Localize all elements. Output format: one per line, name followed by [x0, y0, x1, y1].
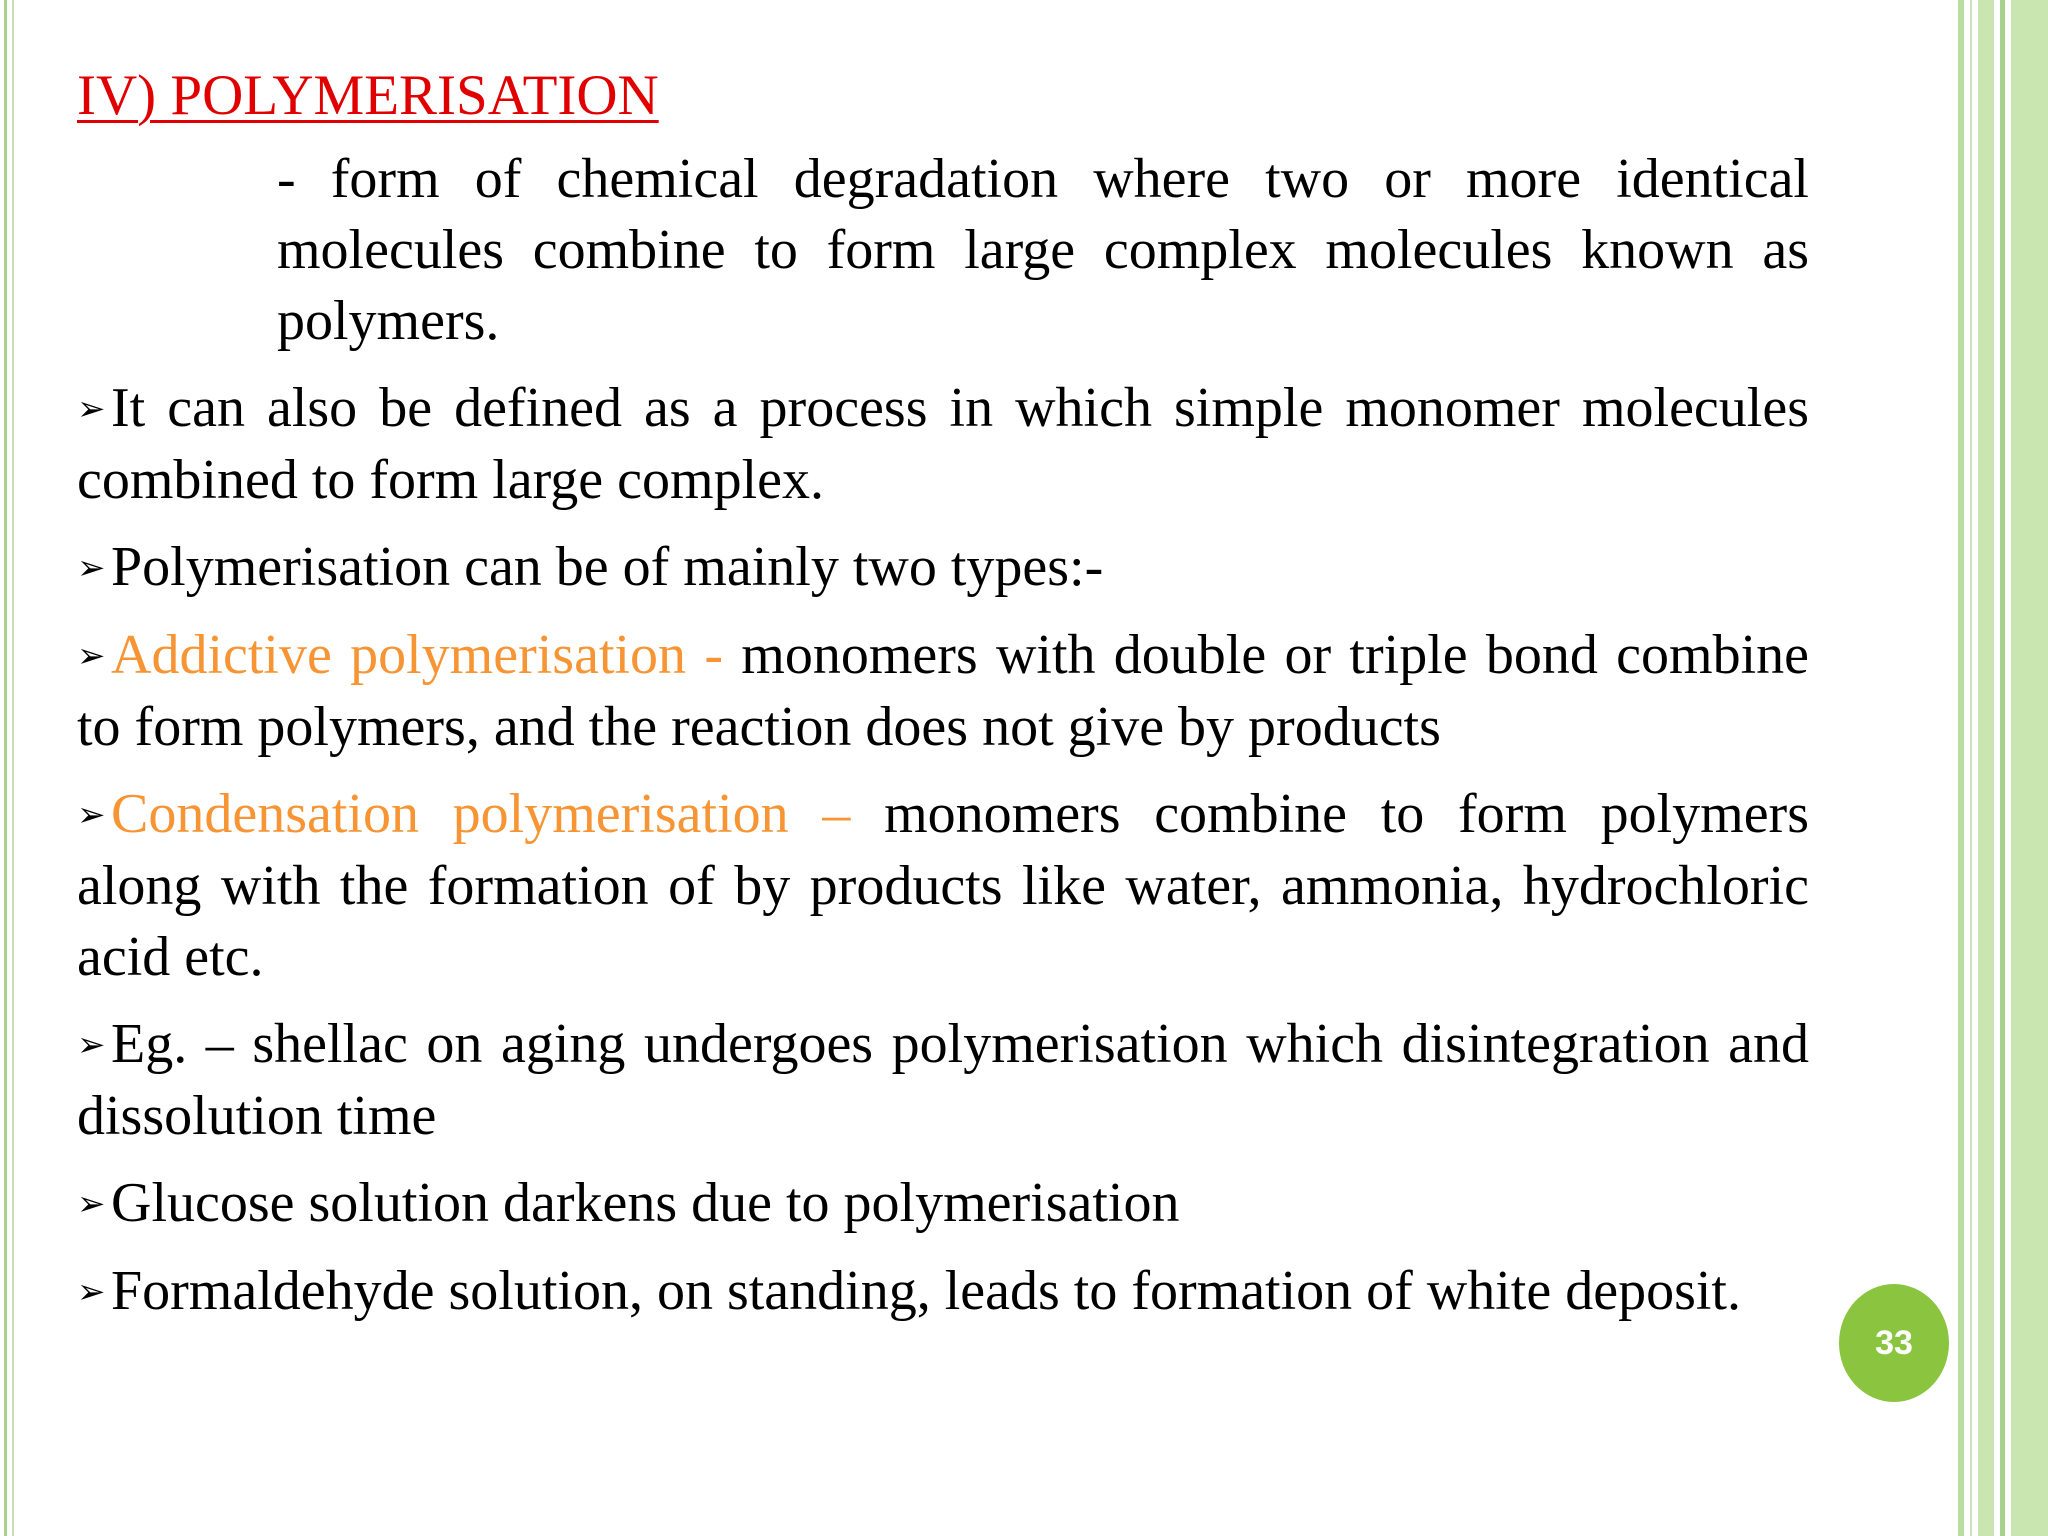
- bullet-arrow-icon: ➢: [77, 391, 106, 428]
- bullet-text: Polymerisation can be of mainly two types:-: [111, 536, 1104, 598]
- bullet-arrow-icon: ➢: [77, 1274, 106, 1311]
- bullet-text: monomers with double or triple bond combine to form polymers, and the reaction does not give by products: [77, 624, 1809, 758]
- page-number-badge: [1839, 1284, 1949, 1402]
- bullet-item: [77, 1009, 1809, 1152]
- bullet-text: It can also be defined as a process in which simple monomer molecules combined to form large complex.: [77, 377, 1809, 511]
- bullet-item: [77, 620, 1809, 763]
- bullet-lead-term: Condensation polymerisation –: [111, 783, 851, 845]
- bullet-arrow-icon: ➢: [77, 1027, 106, 1064]
- bullet-text: Glucose solution darkens due to polymerisation: [111, 1172, 1180, 1234]
- bullet-arrow-icon: ➢: [77, 638, 106, 675]
- slide-content: [77, 58, 1809, 1344]
- bullet-item: [77, 1168, 1809, 1240]
- right-decorative-stripes: [1958, 0, 2048, 1536]
- bullet-text: Eg. – shellac on aging undergoes polymerisation which disintegration and dissolution time: [77, 1013, 1809, 1147]
- bullet-item: [77, 373, 1809, 516]
- bullet-text: monomers combine to form polymers along with the formation of by products like water, ammonia, hydrochloric acid etc.: [77, 783, 1810, 988]
- bullet-item: [77, 779, 1809, 993]
- slide-title: IV) POLYMERISATION: [77, 64, 659, 127]
- bullet-text: Formaldehyde solution, on standing, leads to formation of white deposit.: [111, 1260, 1741, 1322]
- bullet-item: [77, 532, 1809, 604]
- left-frame: [0, 0, 20, 1536]
- bullet-item: [77, 1256, 1809, 1328]
- page-number: 33: [1875, 1323, 1913, 1362]
- bullet-arrow-icon: ➢: [77, 550, 106, 587]
- bullet-arrow-icon: ➢: [77, 1186, 106, 1223]
- bullet-lead-term: Addictive polymerisation -: [111, 624, 723, 686]
- definition-paragraph: - form of chemical degradation where two or more identical molecules combine to form large complex molecules known as polymers.: [277, 148, 1809, 352]
- bullet-arrow-icon: ➢: [77, 797, 106, 834]
